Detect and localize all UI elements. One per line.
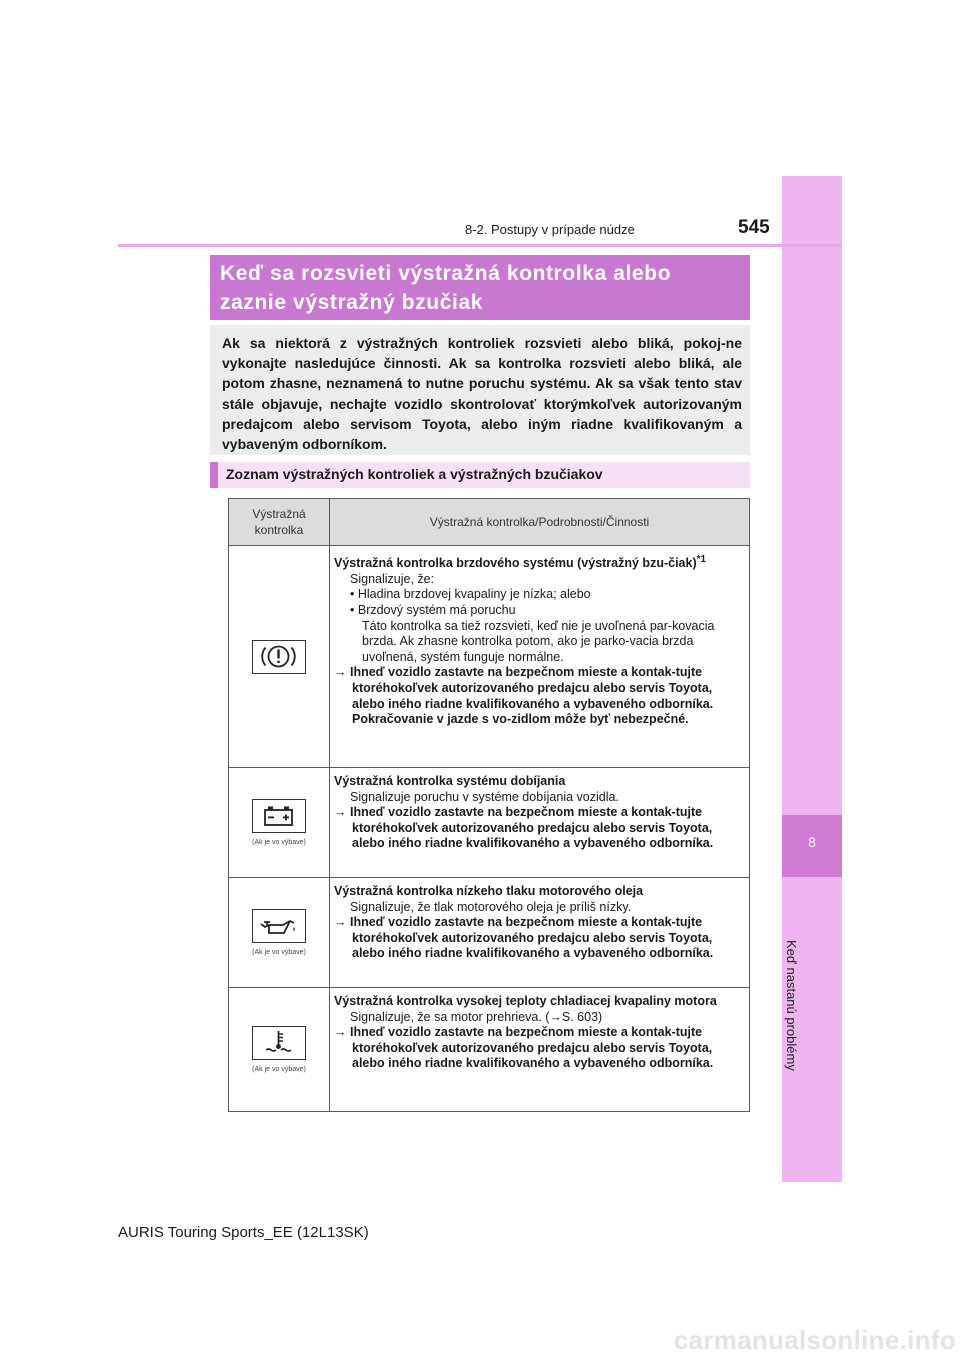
warning-bullet: • Hladina brzdovej kvapaliny je nízka; alebo (350, 587, 591, 602)
warning-lights-table (228, 498, 750, 1112)
brake-warning-icon (252, 640, 306, 674)
header-rule (118, 244, 842, 247)
watermark: carmanualsonline.info (673, 1325, 956, 1355)
warning-action: → Ihneď vozidlo zastavte na bezpečnom mieste a kontak-tujte ktoréhokoľvek autorizovaného predajcu alebo servis Toyota, alebo iného riadne kvalifikovaného a vybaveného odborníka. Pokračovanie v jazde s vo-zidlom môže byť nebezpečné. (334, 665, 714, 727)
arrow-symbol: → (334, 805, 347, 820)
page-number: 545 (738, 217, 770, 238)
availability-note: (Ak je vo výbave) (252, 1066, 306, 1073)
warning-lead: Signalizuje poruchu v systéme dobíjania vozidla. (350, 789, 619, 804)
availability-note: (Ak je vo výbave) (252, 949, 306, 956)
intro-box (210, 325, 750, 455)
warning-title: Výstražná kontrolka vysokej teploty chladiacej kvapaliny motora (334, 994, 717, 1008)
table-header-details: Výstražná kontrolka/Podrobnosti/Činnosti (330, 499, 750, 546)
chapter-number: 8 (808, 834, 816, 850)
table-row (229, 988, 750, 1112)
subheading-accent (210, 462, 218, 488)
warning-title: Výstražná kontrolka systému dobíjania (334, 774, 566, 788)
warning-title: Výstražná kontrolka nízkeho tlaku motorového oleja (334, 884, 644, 898)
title-banner (210, 255, 750, 320)
battery-icon (252, 799, 306, 833)
warning-title-text: Výstražná kontrolka brzdového systému (výstražný bzu-čiak) (334, 556, 697, 571)
warning-action: → Ihneď vozidlo zastavte na bezpečnom mieste a kontak-tujte ktoréhokoľvek autorizovaného predajcu alebo servis Toyota, alebo iného riadne kvalifikovaného a vybaveného odborníka. (334, 805, 714, 851)
availability-note: (Ak je vo výbave) (252, 839, 306, 846)
warning-note: Táto kontrolka sa tiež rozsvieti, keď nie je uvoľnená par-kovacia brzda. Ak zhasne kontrolka potom, ako je parko-vacia brzda uvoľnená, systém funguje normálne. (362, 618, 715, 664)
footer-model: AURIS Touring Sports_EE (12L13SK) (118, 1224, 369, 1241)
details-cell (330, 768, 750, 878)
warning-title (334, 552, 747, 572)
warning-action: → Ihneď vozidlo zastavte na bezpečnom mieste a kontak-tujte ktoréhokoľvek autorizovaného predajcu alebo servis Toyota, alebo iného riadne kvalifikovaného a vybaveného odborníka. (334, 1025, 714, 1071)
icon-cell (229, 878, 330, 988)
table-row (229, 546, 750, 768)
oil-pressure-icon (252, 909, 306, 943)
details-cell (330, 546, 750, 768)
page-title-line-1: Keď sa rozsvieti výstražná kontrolka alebo (220, 262, 672, 285)
arrow-symbol: → (334, 915, 347, 930)
page-title (220, 259, 671, 317)
arrow-symbol: → (334, 665, 347, 680)
warning-action: → Ihneď vozidlo zastavte na bezpečnom mieste a kontak-tujte ktoréhokoľvek autorizovaného predajcu alebo servis Toyota, alebo iného riadne kvalifikovaného a vybaveného odborníka. (334, 915, 714, 961)
table-header-icon: Výstražná kontrolka (229, 499, 330, 546)
page-title-line-2: zaznie výstražný bzučiak (220, 291, 484, 314)
arrow-symbol: → (334, 1025, 347, 1040)
table-row (229, 878, 750, 988)
warning-lead: Signalizuje, že sa motor prehrieva. (→S. 603) (350, 1009, 603, 1024)
table-header-row (229, 499, 750, 546)
footnote-marker: *1 (696, 554, 707, 565)
subheading-text: Zoznam výstražných kontroliek a výstražných bzučiakov (226, 466, 603, 482)
details-cell (330, 988, 750, 1112)
coolant-temperature-icon (252, 1026, 306, 1060)
warning-bullet: • Brzdový systém má poruchu (350, 602, 516, 617)
warning-lead: Signalizuje, že: (350, 571, 435, 586)
section-title: 8-2. Postupy v prípade núdze (465, 222, 635, 237)
details-cell (330, 878, 750, 988)
warning-lead: Signalizuje, že tlak motorového oleja je príliš nízky. (350, 899, 632, 914)
intro-text: Ak sa niektorá z výstražných kontroliek rozsvieti alebo bliká, pokoj-ne vykonajte nasledujúce činnosti. Ak sa kontrolka rozsvieti alebo bliká, ale potom zhasne, neznamená to nutne poruchu systému. Ak sa však tento stav stále objavuje, nechajte vozidlo skontrolovať ktorýmkoľvek autorizovaným predajcom alebo servisom Toyota, alebo iným riadne kvalifikovaným a vybaveným odborníkom. (222, 335, 742, 453)
chapter-title-text: Keď nastanú problémy (784, 940, 799, 1071)
table-row (229, 768, 750, 878)
subheading-bar (210, 462, 750, 488)
icon-cell (229, 768, 330, 878)
icon-cell (229, 546, 330, 768)
icon-cell (229, 988, 330, 1112)
